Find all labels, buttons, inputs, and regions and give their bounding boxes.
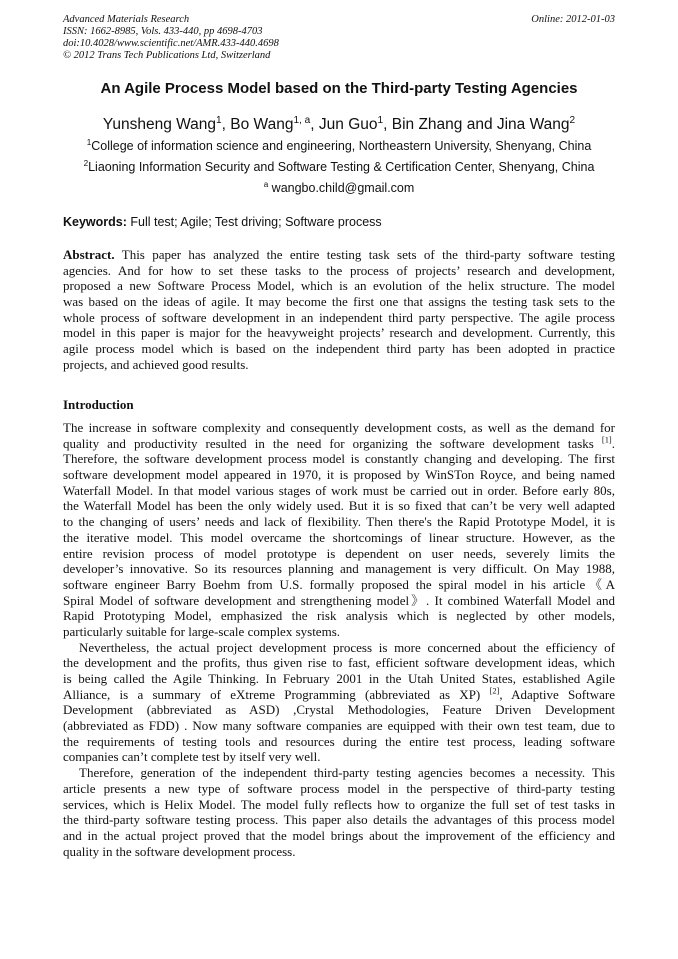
paragraph-1-line: Rapid Prototyping Model, emphasized the risk analysis which is neglected by other models, [63, 608, 615, 624]
author-name: Jun Guo [318, 116, 378, 133]
online-date: Online: 2012-01-03 [531, 14, 615, 25]
paragraph-1-line: Therefore, the software development process model is constantly changing and developing. The first [63, 451, 615, 467]
paragraph-3-line: services, which is Helix Model. The model fully reflects how to organize the full set of test tasks in [63, 796, 615, 812]
abstract-line: model in this paper is major for the heavyweight projects’ research and development. Currently, this [63, 325, 615, 341]
paragraph-3-line: Therefore, generation of the independent third-party testing agencies becomes a necessity. This [79, 765, 615, 781]
abstract-line: projects, and achieved good results. [63, 356, 249, 372]
paragraph-2-line: the development and the profits, thus given rise to fast, efficient software development ideas, which [63, 655, 615, 671]
paragraph-1-line: particularly suitable for large-scale complex systems. [63, 623, 340, 639]
abstract-line: Abstract. This paper has analyzed the entire testing task sets of the third-party software testing [63, 247, 615, 262]
author-separator: , [221, 116, 231, 133]
paper-title: An Agile Process Model based on the Third-party Testing Agencies [100, 80, 578, 97]
citation: [2] [489, 686, 500, 696]
copyright: © 2012 Trans Tech Publications Ltd, Switzerland [63, 50, 271, 61]
author-affiliation-marker: 1 [377, 114, 384, 126]
section-heading-introduction: Introduction [63, 397, 134, 412]
author-email [0, 181, 678, 195]
abstract-line: agile process model which is based on the independent third party has been adopted in practice [63, 341, 615, 357]
publication-info [63, 14, 279, 62]
paragraph-2-line: Nevertheless, the actual project development process is more concerned about the efficiency of [79, 639, 615, 655]
author-name: Bin Zhang and Jina Wang [391, 116, 570, 133]
abstract-line: proposed a new Software Process Model, which is an evolution of the helix structure. The model [63, 278, 615, 294]
paragraph-1-line: software development model appeared in 1970, it is proposed by WinSTon Royce, and being named [63, 467, 615, 483]
keywords-text: Full test; Agile; Test driving; Software process [126, 215, 382, 229]
paragraph-2-line: companies can’t complete test by itself very well. [63, 749, 321, 765]
paragraph-2-line: Alliance, is a summary of eXtreme Programming (abbreviated as XP) [2], Adaptive Software [63, 686, 615, 702]
paragraph-3-line: and in the actual project proved that the model brings about the improvement of the efficiency and [63, 827, 615, 843]
abstract-line: was based on the ideas of agile. It may become the first one that assigns the testing task sets to the [63, 294, 615, 310]
keywords [63, 215, 382, 229]
paragraph-1-line: entire revision process of model prototype is dependent on user needs, severely limits the [63, 545, 615, 561]
author-name: Bo Wang [230, 116, 294, 133]
keywords-label: Keywords: [63, 215, 127, 229]
paragraph-1-line: the Waterfall Model has been the only widely used. But it is so fixed that can’t be very well adapted [63, 498, 615, 514]
paragraph-2-line: Development (abbreviated as ASD) ,Crystal Methodologies, Feature Driven Development [63, 702, 615, 718]
author-separator: , [383, 116, 392, 133]
paragraph-2-line: is being called the Agile Thinking. In February 2001 in the Utah United States, established Agile [63, 671, 615, 686]
paragraph-1-line: to the changing of users’ needs and lack of flexibility. Then there's the Rapid Prototype Model, it is [63, 514, 615, 530]
affiliation-1 [0, 139, 678, 153]
abstract [63, 247, 615, 373]
abstract-line: whole process of software development in an independent third party perspective. The agile process [63, 309, 615, 325]
paragraph-1-line: The increase in software complexity and consequently development costs, as well as the demand for [63, 420, 615, 435]
affiliation-marker: 2 [83, 158, 89, 168]
author-name: Yunsheng Wang [102, 116, 217, 133]
paragraph-3-line: article presents a new type of software process model in the perspective of third-party testing [63, 780, 615, 796]
email-text: wangbo.child@gmail.com [268, 181, 415, 195]
issn: ISSN: 1662-8985, Vols. 433-440, pp 4698-4703 [63, 26, 263, 37]
affiliation-text: Liaoning Information Security and Software Testing & Certification Center, Shenyang, China [88, 160, 595, 174]
paragraph-2-line: (abbreviated as FDD) . Now many software companies are equipped with their own test team, due to [63, 718, 615, 734]
paragraph-2-line: the requirements of testing tools and resources during the entire test process, leading software [63, 733, 615, 749]
doi: doi:10.4028/www.scientific.net/AMR.433-440.4698 [63, 38, 279, 49]
introduction-body [63, 420, 615, 859]
paragraph-1-line: the iterative model. This model overcame the shortcomings of linear structure. However, as the [63, 529, 615, 545]
abstract-line: agencies. And for how to set these tasks to the process of projects’ research and development, [63, 262, 615, 278]
citation: [1] [601, 435, 612, 445]
paragraph-1-line: developer’s innovative. So its resources planning and management is very difficult. On May 1988, [63, 561, 615, 577]
affiliation-2 [0, 160, 678, 174]
paragraph-1-line: Spiral Model of software development and strengthening model》. It combined Waterfall Model and [63, 592, 615, 608]
author-affiliation-marker: 1 [216, 114, 222, 126]
author-separator: , [310, 116, 319, 133]
affiliation-marker: 1 [86, 137, 92, 147]
author-affiliation-marker: 1, a [293, 114, 311, 126]
paragraph-3-line: quality in the software development process. [63, 843, 296, 859]
journal-name: Advanced Materials Research [63, 14, 190, 25]
paragraph-1-line: Waterfall Model. In that model various stages of work must be carried out in order. Before early 80s, [63, 482, 615, 498]
paragraph-1-line: quality and productivity resulted in the need for organizing the software development tasks [1]. [63, 435, 615, 451]
paragraph-3-line: the third-party software testing process. This paper also details the advantages of this process model [63, 812, 615, 828]
authors [0, 116, 678, 134]
author-affiliation-marker: 2 [569, 114, 576, 126]
email-marker: a [263, 179, 269, 189]
affiliation-text: College of information science and engineering, Northeastern University, Shenyang, China [91, 139, 592, 153]
abstract-label: Abstract. [63, 247, 115, 262]
paragraph-1-line: software engineer Barry Boehm from U.S. formally proposed the spiral model in his article《A [63, 576, 615, 592]
